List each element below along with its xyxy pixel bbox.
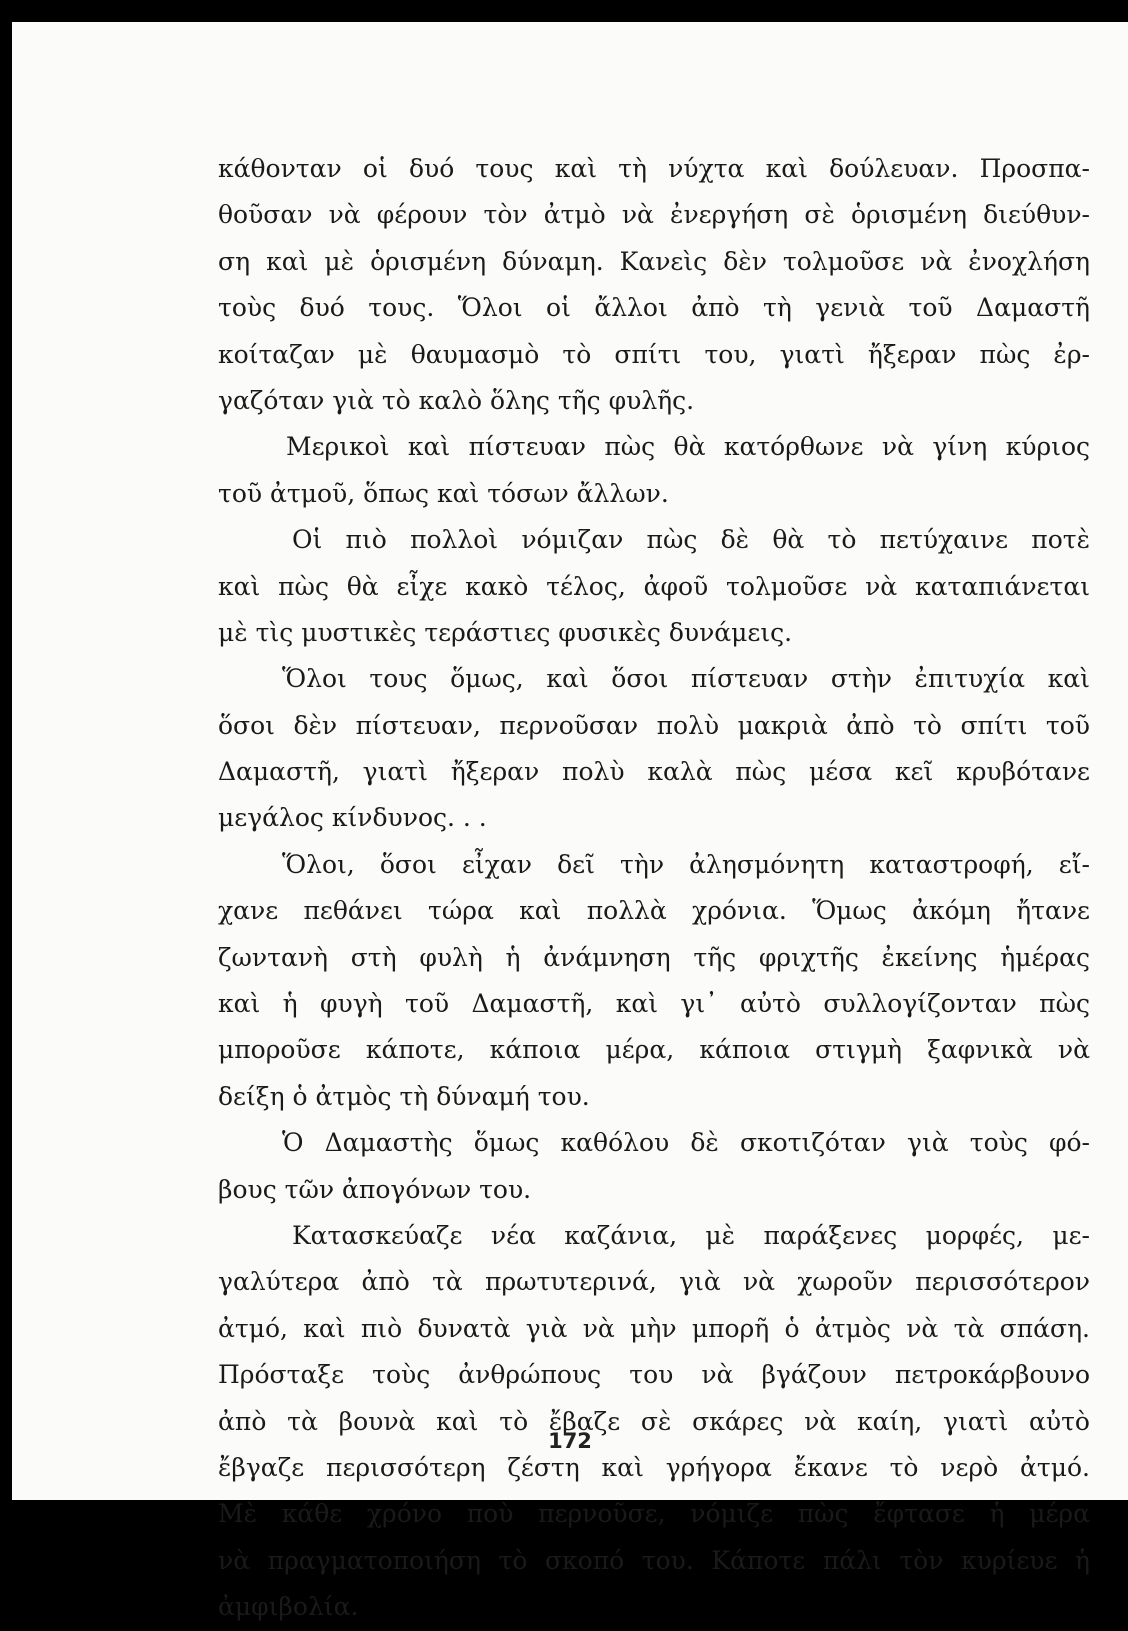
text-line: Ὅλοι τους ὅμως, καὶ ὅσοι πίστευαν στὴν ἐπιτυχία καὶ	[282, 664, 1090, 694]
text-line: τοῦ ἀτμοῦ, ὅπως καὶ τόσων ἄλλων.	[218, 478, 669, 508]
text-line: χανε πεθάνει τώρα καὶ πολλὰ χρόνια. Ὅμως ἀκόμη ἤτανε	[218, 896, 1090, 926]
text-line: Ὅλοι, ὅσοι εἶχαν δεῖ τὴν ἀλησμόνητη καταστροφή, εἴ-	[282, 849, 1090, 879]
book-page	[12, 22, 1128, 1622]
text-line: ὅσοι δὲν πίστευαν, περνοῦσαν πολὺ μακριὰ ἀπὸ τὸ σπίτι τοῦ	[218, 710, 1090, 740]
page-number: 172	[548, 1429, 592, 1453]
text-line: κάθονταν οἱ δυό τους καὶ τὴ νύχτα καὶ δούλευαν. Προσπα-	[218, 154, 1090, 183]
text-line: ἀμφιβολία.	[218, 1592, 359, 1622]
text-line: γαλύτερα ἀπὸ τὰ πρωτυτερινά, γιὰ νὰ χωροῦν περισσότερον	[218, 1267, 1090, 1297]
text-line: Οἱ πιὸ πολλοὶ νόμιζαν πὼς δὲ θὰ τὸ πετύχαινε ποτὲ	[292, 525, 1090, 555]
text-line: ἀτμό, καὶ πιὸ δυνατὰ γιὰ νὰ μὴν μπορῆ ὁ ἀτμὸς νὰ τὰ σπάση.	[218, 1313, 1090, 1343]
text-line: ζωντανὴ στὴ φυλὴ ἡ ἀνάμνηση τῆς φριχτῆς ἐκείνης ἡμέρας	[218, 942, 1090, 972]
text-line: ἀπὸ τὰ βουνὰ καὶ τὸ ἔβαζε σὲ σκάρες νὰ καίη, γιατὶ αὐτὸ	[218, 1406, 1090, 1436]
text-line: μὲ τὶς μυστικὲς τεράστιες φυσικὲς δυνάμεις.	[218, 617, 793, 647]
body-text	[218, 146, 1090, 1631]
text-line: ση καὶ μὲ ὁρισμένη δύναμη. Κανεὶς δὲν τολμοῦσε νὰ ἐνοχλήση	[218, 246, 1090, 276]
text-line: καὶ ἡ φυγὴ τοῦ Δαμαστῆ, καὶ γι᾽ αὐτὸ συλλογίζονταν πὼς	[218, 989, 1090, 1019]
text-line: τοὺς δυό τους. Ὅλοι οἱ ἄλλοι ἀπὸ τὴ γενιὰ τοῦ Δαμαστῆ	[218, 293, 1090, 323]
text-line: Ὁ Δαμαστὴς ὅμως καθόλου δὲ σκοτιζόταν γιὰ τοὺς φό-	[282, 1128, 1090, 1158]
text-line: μποροῦσε κάποτε, κάποια μέρα, κάποια στιγμὴ ξαφνικὰ νὰ	[218, 1035, 1090, 1065]
text-line: κοίταζαν μὲ θαυμασμὸ τὸ σπίτι του, γιατὶ ἤξεραν πὼς ἐρ-	[218, 339, 1090, 369]
text-line: καὶ πὼς θὰ εἶχε κακὸ τέλος, ἀφοῦ τολμοῦσε νὰ καταπιάνεται	[218, 571, 1090, 601]
text-line: Μερικοὶ καὶ πίστευαν πὼς θὰ κατόρθωνε νὰ γίνη κύριος	[286, 432, 1090, 462]
text-line: ἔβγαζε περισσότερη ζέστη καὶ γρήγορα ἔκανε τὸ νερὸ ἀτμό.	[218, 1452, 1090, 1482]
text-line: θοῦσαν νὰ φέρουν τὸν ἀτμὸ νὰ ἐνεργήση σὲ ὁρισμένη διεύθυν-	[218, 200, 1090, 230]
text-line: Πρόσταξε τοὺς ἀνθρώπους του νὰ βγάζουν πετροκάρβουνο	[218, 1360, 1090, 1390]
text-line: δείξη ὁ ἀτμὸς τὴ δύναμή του.	[218, 1081, 590, 1111]
text-line: νὰ πραγματοποιήση τὸ σκοπό του. Κάποτε πάλι τὸν κυρίευε ἡ	[218, 1545, 1090, 1575]
text-line: Μὲ κάθε χρόνο ποὺ περνοῦσε, νόμιζε πὼς ἔφτασε ἡ μέρα	[218, 1499, 1090, 1529]
text-line: μεγάλος κίνδυνος. . .	[218, 803, 487, 833]
text-line: γαζόταν γιὰ τὸ καλὸ ὅλης τῆς φυλῆς.	[218, 385, 695, 415]
text-line: Κατασκεύαζε νέα καζάνια, μὲ παράξενες μορφές, με-	[292, 1220, 1090, 1250]
text-line: βους τῶν ἀπογόνων του.	[218, 1174, 532, 1204]
text-line: Δαμαστῆ, γιατὶ ἤξεραν πολὺ καλὰ πὼς μέσα κεῖ κρυβότανε	[218, 757, 1090, 787]
